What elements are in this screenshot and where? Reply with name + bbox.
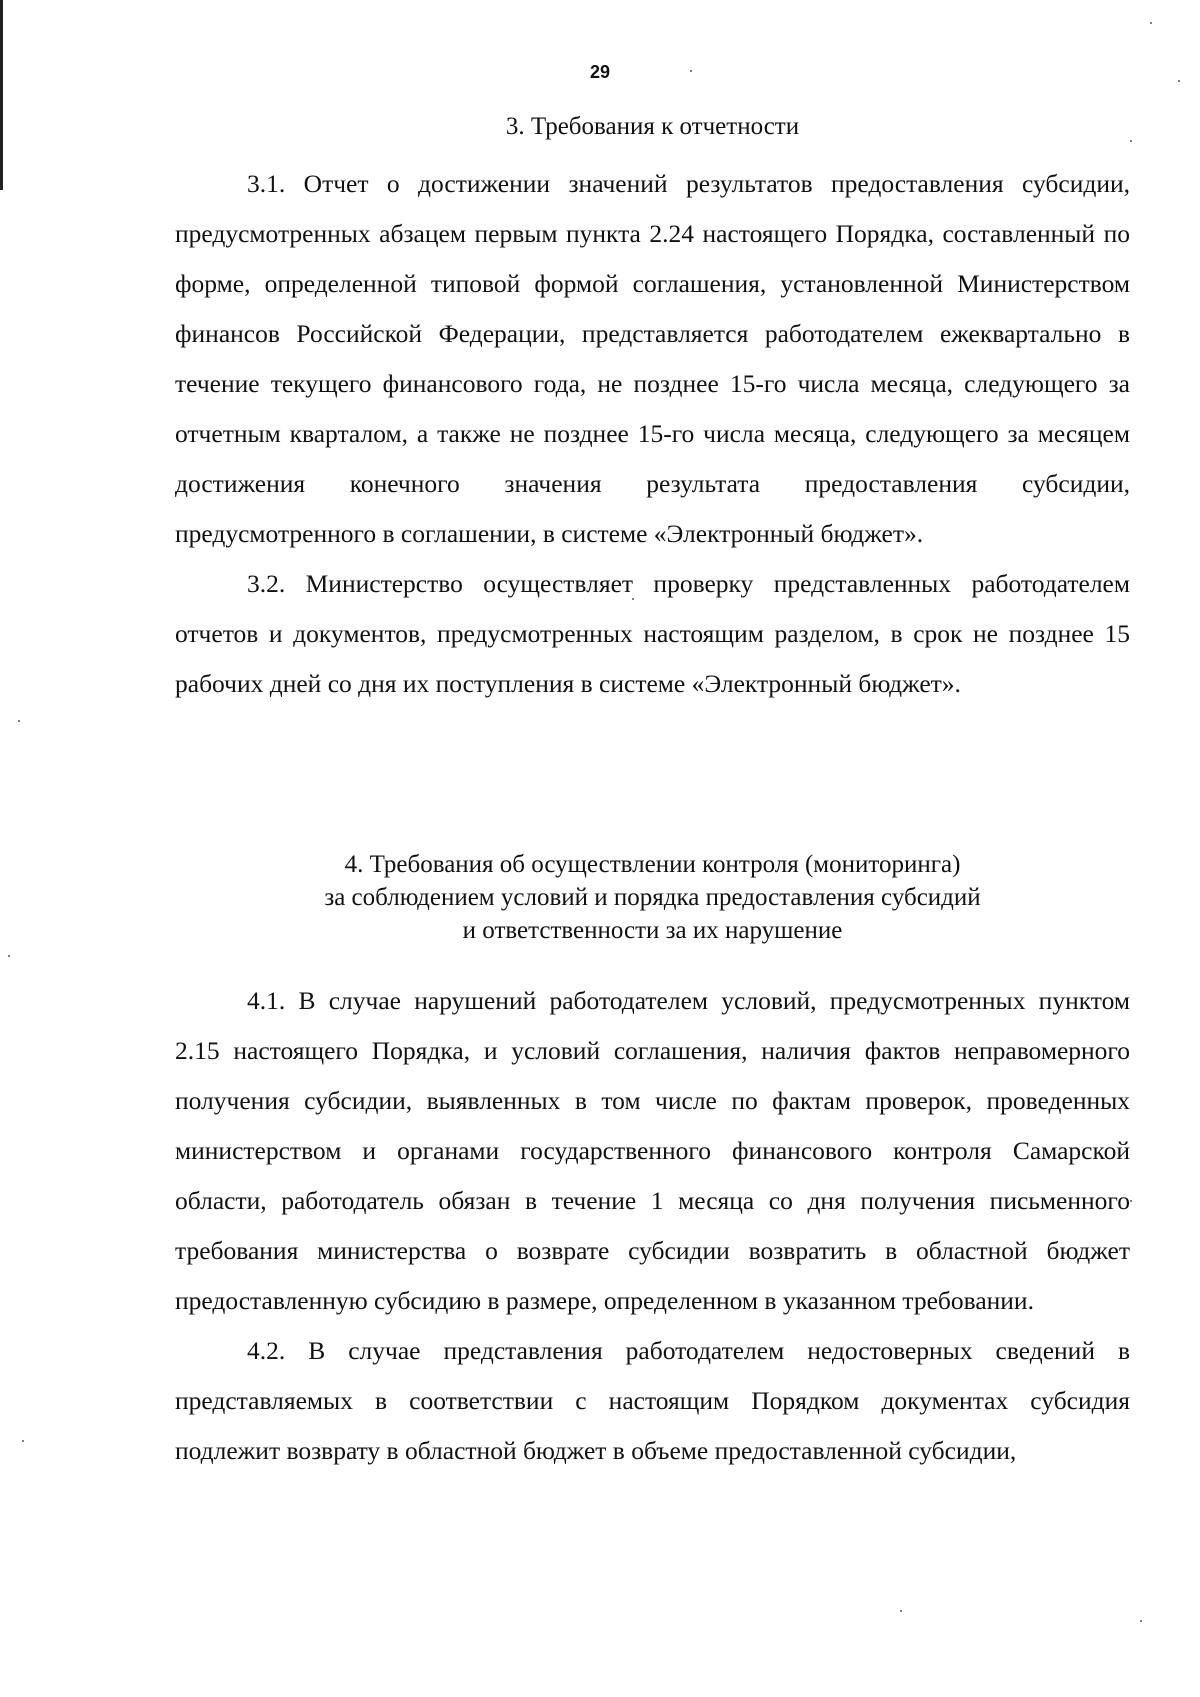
scan-speck: [22, 1440, 24, 1442]
scan-speck: [1130, 140, 1132, 142]
scan-speck: [18, 720, 20, 722]
paragraph-4-1: 4.1. В случае нарушений работодателем условий, предусмотренных пунктом 2.15 настоящего Порядка, и условий соглашения, наличия фактов неправомерного получения субсидии, выявленных в том числе по фактам проверок, проведенных министерством и органами государственного финансового контроля Самарской области, работодатель обязан в течение 1 месяца со дня получения письменного требования министерства о возврате субсидии возвратить в областной бюджет предоставленную субсидию в размере, определенном в указанном требовании.: [175, 986, 1130, 1315]
scan-speck: [632, 598, 634, 600]
paragraph-3-2: 3.2. Министерство осуществляет проверку представленных работодателем отчетов и документов, предусмотренных настоящим разделом, в срок не позднее 15 рабочих дней со дня их поступления в системе «Электронный бюджет».: [175, 569, 1130, 698]
scan-speck: [900, 1610, 902, 1612]
section-4-body: [175, 976, 1130, 1476]
scan-margin-line: [0, 0, 3, 190]
section-4-heading-line-3: и ответственности за их нарушение: [462, 917, 843, 944]
scan-speck: [1140, 1620, 1142, 1622]
scan-speck: [690, 70, 692, 72]
scan-speck: [1150, 22, 1152, 24]
section-4-heading: [175, 848, 1130, 947]
paragraph-4-2: 4.2. В случае представления работодателем недостоверных сведений в представляемых в соответствии с настоящим Порядком документах субсидия подлежит возврату в областной бюджет в объеме предоставленной субсидии,: [175, 1336, 1130, 1465]
paragraph-3-1: 3.1. Отчет о достижении значений результатов предоставления субсидии, предусмотренных абзацем первым пункта 2.24 настоящего Порядка, составленный по форме, определенной типовой формой соглашения, установленной Министерством финансов Российской Федерации, представляется работодателем ежеквартально в течение текущего финансового года, не позднее 15-го числа месяца, следующего за отчетным кварталом, а также не позднее 15-го числа месяца, следующего за месяцем достижения конечного значения результата предоставления субсидии, предусмотренного в соглашении, в системе «Электронный бюджет».: [175, 169, 1130, 548]
page-number: 29: [589, 62, 611, 82]
scan-speck: [1130, 1200, 1132, 1202]
section-4-heading-line-2: за соблюдением условий и порядка предоставления субсидий: [324, 884, 981, 911]
section-3-heading: 3. Требования к отчетности: [505, 113, 800, 140]
section-3-body: [175, 159, 1130, 709]
scan-speck: [1178, 80, 1180, 82]
section-4-heading-line-1: 4. Требования об осуществлении контроля (мониторинга): [344, 851, 961, 878]
scan-speck: [8, 955, 10, 957]
